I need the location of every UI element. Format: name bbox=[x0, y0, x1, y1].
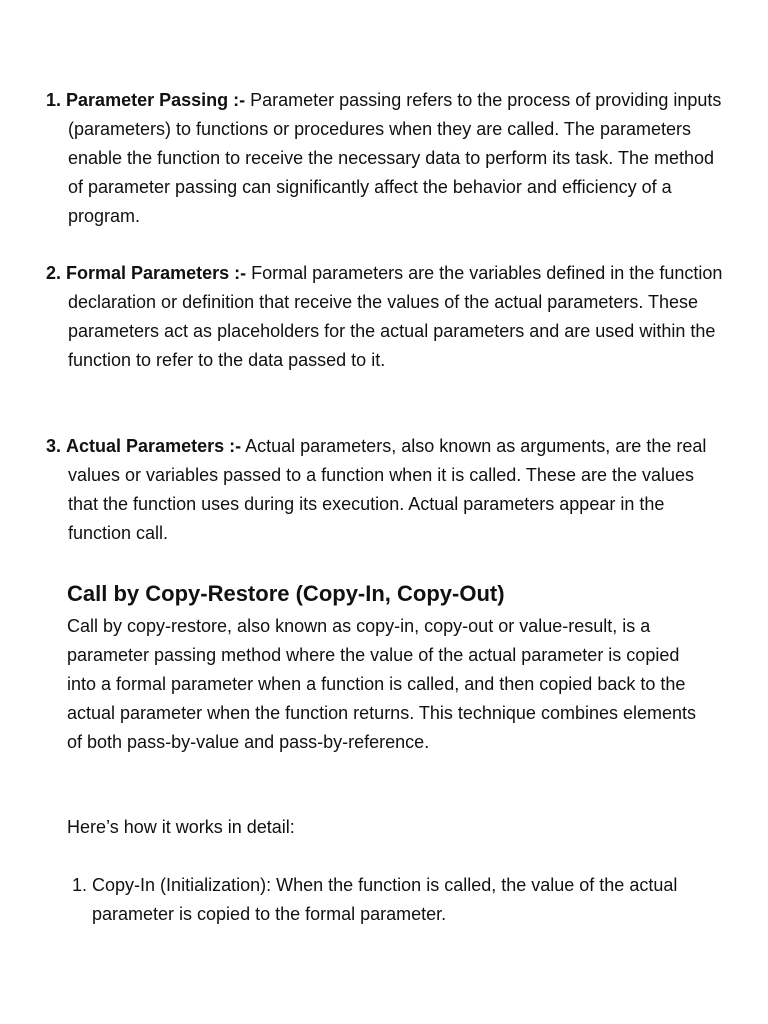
definition-formal-parameters: Formal parameters are the variables defined in the function declaration or definition that receive the values of the actual parameters. These parameters act as placeholders for the actual parameters and are used within the function to refer to the data passed to it. bbox=[68, 263, 723, 370]
section-intro: Here’s how it works in detail: bbox=[67, 817, 295, 837]
term-parameter-passing: Parameter Passing :- bbox=[66, 90, 246, 110]
list-number: 2. bbox=[46, 263, 62, 283]
term-actual-parameters: Actual Parameters :- bbox=[66, 436, 242, 456]
list-item-parameter-passing bbox=[46, 86, 728, 231]
section-heading: Call by Copy-Restore (Copy-In, Copy-Out) bbox=[67, 581, 505, 606]
term-formal-parameters: Formal Parameters :- bbox=[66, 263, 247, 283]
step-number: 1. bbox=[72, 875, 88, 895]
step-item-copy-in bbox=[72, 871, 732, 929]
step-text: Copy-In (Initialization): When the function is called, the value of the actual parameter is copied to the formal parameter. bbox=[92, 875, 678, 924]
definition-actual-parameters: Actual parameters, also known as arguments, are the real values or variables passed to a function when it is called. These are the values that the function uses during its execution. Actual parameters appear in the function call. bbox=[68, 436, 707, 543]
list-item-actual-parameters bbox=[46, 432, 728, 548]
definition-parameter-passing: Parameter passing refers to the process of providing inputs (parameters) to functions or procedures when they are called. The parameters enable the function to receive the necessary data to perform its task. The method of parameter passing can significantly affect the behavior and efficiency of a program. bbox=[68, 90, 722, 226]
list-item-formal-parameters bbox=[46, 259, 728, 375]
list-number: 1. bbox=[46, 90, 62, 110]
section-paragraph: Call by copy-restore, also known as copy-in, copy-out or value-result, is a parameter passing method where the value of the actual parameter is copied into a formal parameter when a function is called, and then copied back to the actual parameter when the function returns. This technique combines elements of both pass-by-value and pass-by-reference. bbox=[67, 616, 697, 752]
list-number: 3. bbox=[46, 436, 62, 456]
